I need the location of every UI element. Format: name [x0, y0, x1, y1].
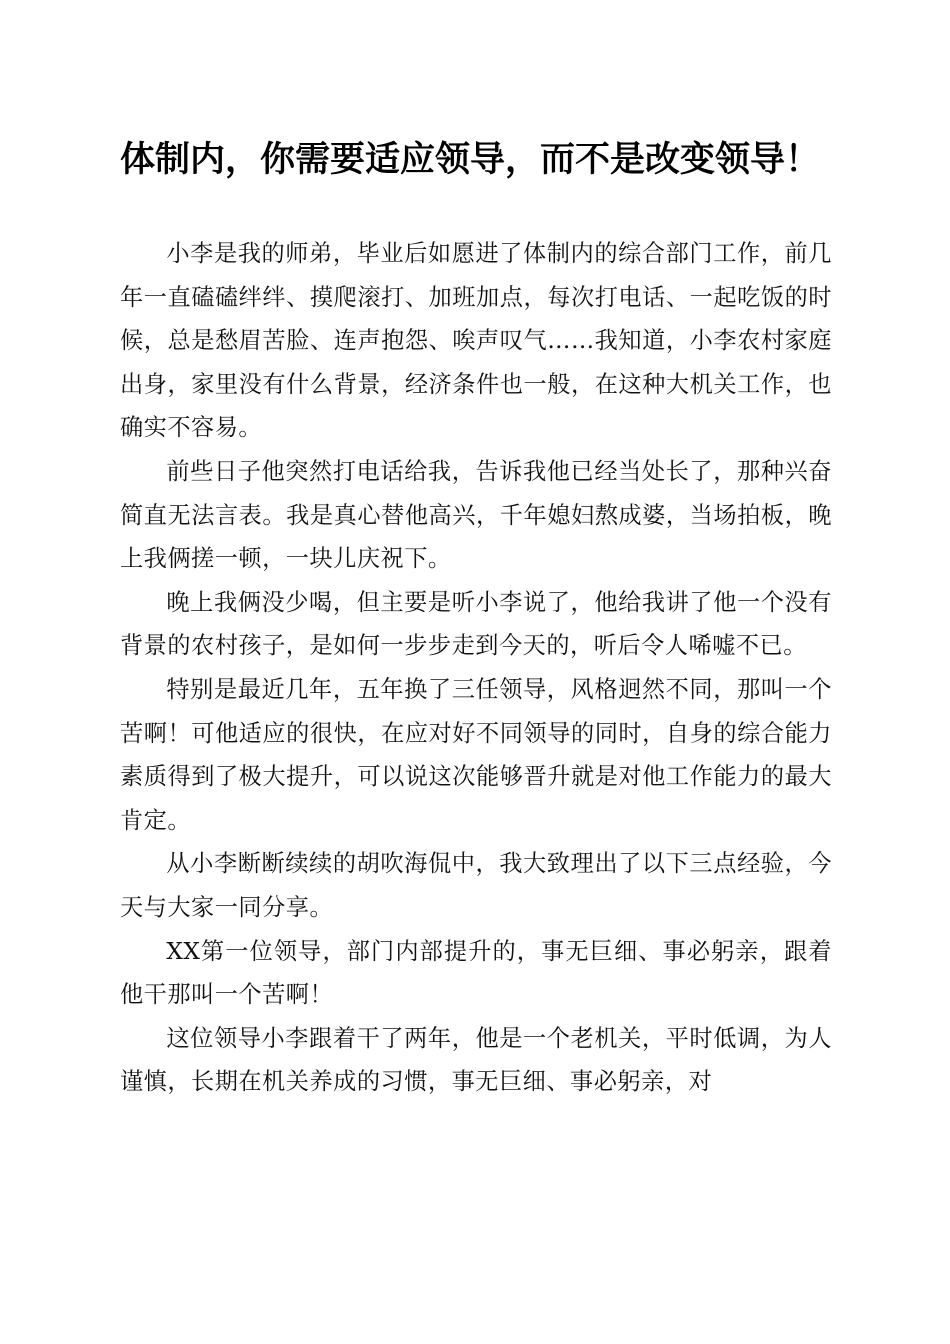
- article-body: [120, 232, 832, 1104]
- paragraph-5: 从小李断断续续的胡吹海侃中，我大致理出了以下三点经验，今天与大家一同分享。: [120, 850, 832, 921]
- paragraph-6: XX第一位领导，部门内部提升的，事无巨细、事必躬亲，跟着他干那叫一个苦啊！: [120, 937, 832, 1009]
- paragraph-4: 特别是最近几年，五年换了三任领导，风格迥然不同，那叫一个苦啊！可他适应的很快，在应对好不同领导的同时，自身的综合能力素质得到了极大提升，可以说这次能够晋升就是对他工作能力的最大肯定。: [120, 675, 832, 834]
- paragraph-3: 晚上我俩没少喝，但主要是听小李说了，他给我讲了他一个没有背景的农村孩子，是如何一步步走到今天的，听后令人唏嘘不已。: [120, 588, 832, 660]
- paragraph-2: 前些日子他突然打电话给我，告诉我他已经当处长了，那种兴奋简直无法言表。我是真心替他高兴，千年媳妇熬成婆，当场拍板，晚上我俩搓一顿，一块儿庆祝下。: [120, 457, 832, 573]
- paragraph-1: 小李是我的师弟，毕业后如愿进了体制内的综合部门工作，前几年一直磕磕绊绊、摸爬滚打、加班加点，每次打电话、一起吃饭的时候，总是愁眉苦脸、连声抱怨、唉声叹气……我知道，小李农村家庭出身，家里没有什么背景，经济条件也一般，在这种大机关工作，也确实不容易。: [120, 240, 832, 442]
- page-title: 体制内，你需要适应领导，而不是改变领导！: [120, 139, 821, 180]
- paragraph-7: 这位领导小李跟着干了两年，他是一个老机关，平时低调，为人谨慎，长期在机关养成的习惯，事无巨细、事必躬亲，对: [120, 1024, 832, 1096]
